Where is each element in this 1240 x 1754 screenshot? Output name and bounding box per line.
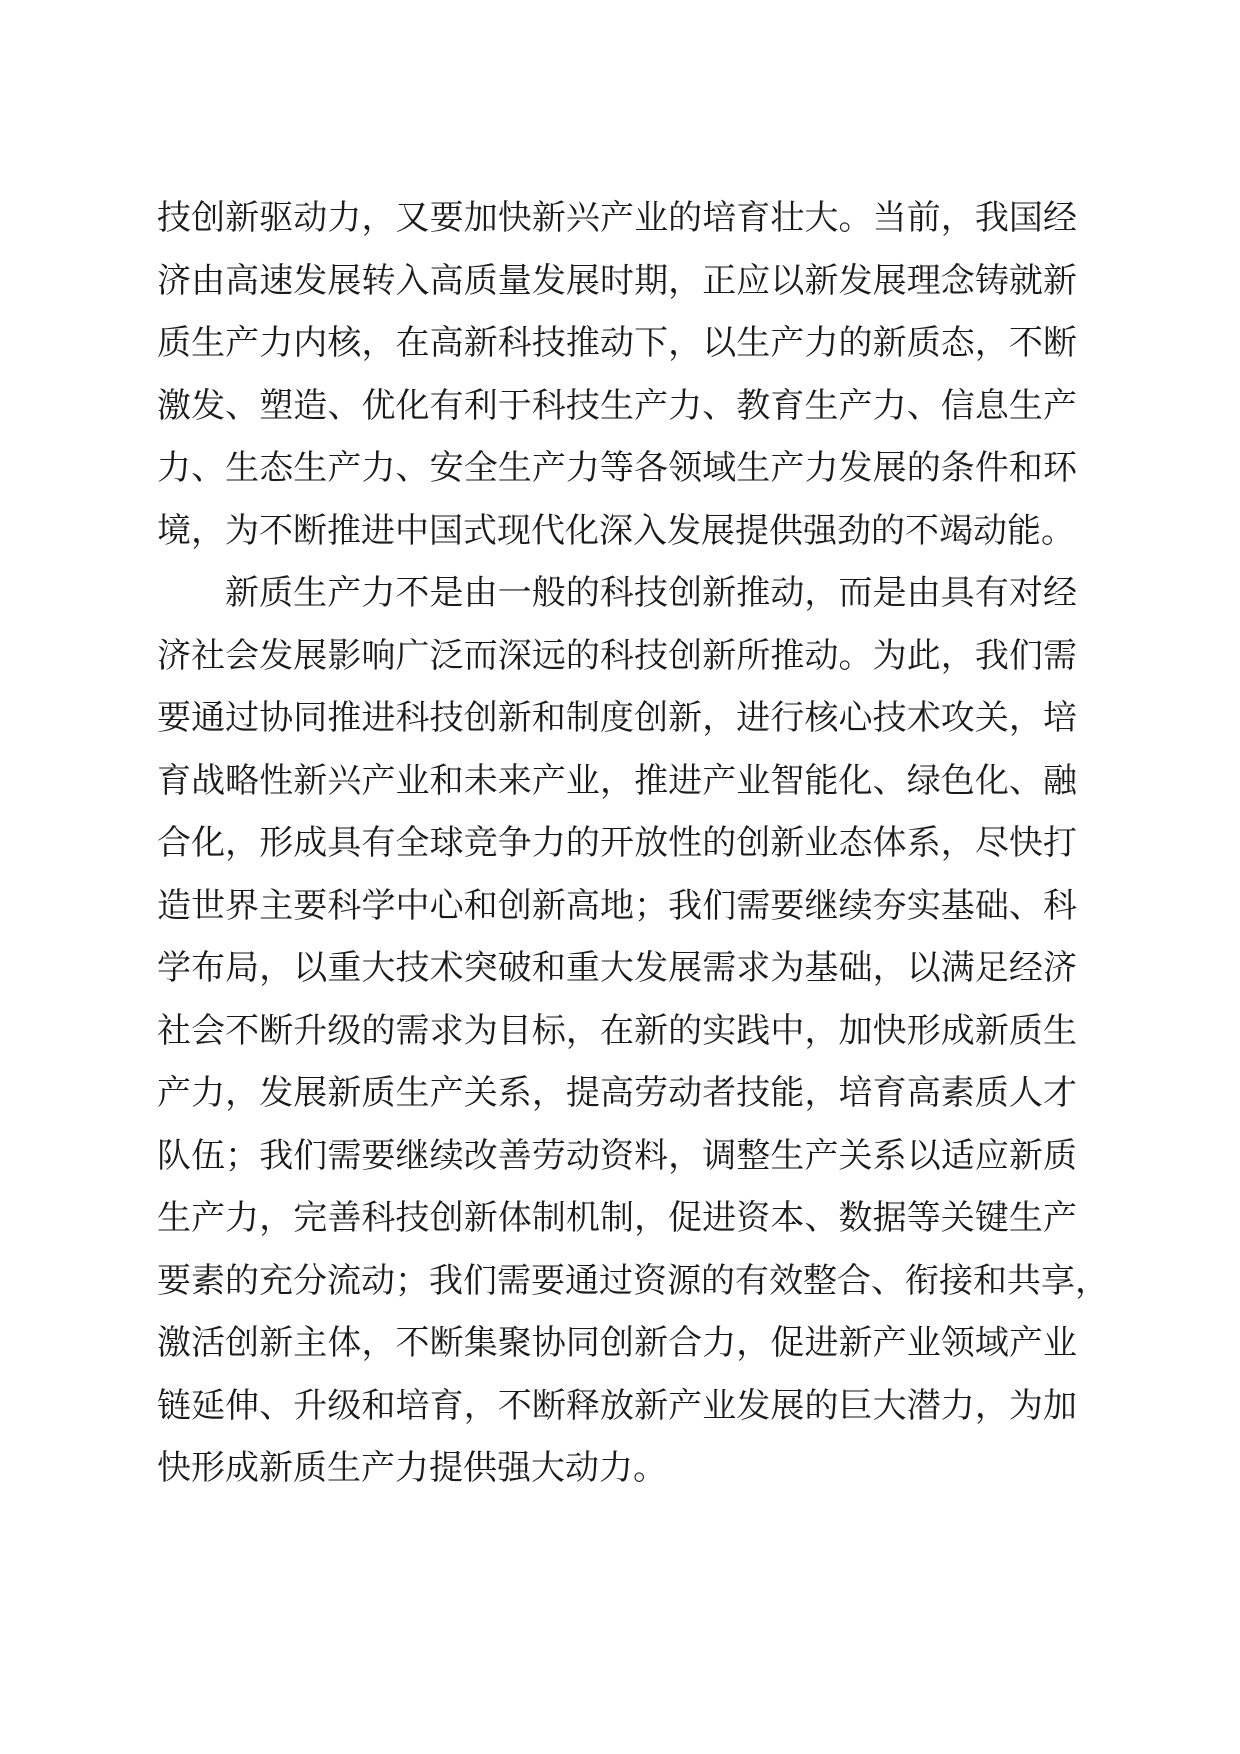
text-line: 合化，形成具有全球竞争力的开放性的创新业态体系，尽快打 [157,823,1077,863]
text-line: 要素的充分流动；我们需要通过资源的有效整合、衔接和共享， [157,1260,1109,1301]
text-line: 学布局，以重大技术突破和重大发展需求为基础，以满足经济 [157,948,1077,988]
text-line: 产力，发展新质生产关系，提高劳动者技能，培育高素质人才 [157,1073,1077,1113]
text-line: 育战略性新兴产业和未来产业，推进产业智能化、绿色化、融 [157,760,1077,801]
text-line: 要通过协同推进科技创新和制度创新，进行核心技术攻关，培 [157,698,1077,738]
text-line: 济由高速发展转入高质量发展时期，正应以新发展理念铸就新 [157,260,1077,301]
text-line: 链延伸、升级和培育，不断释放新产业发展的巨大潜力，为加 [157,1385,1077,1426]
text-line: 境，为不断推进中国式现代化深入发展提供强劲的不竭动能。 [157,510,1075,551]
paragraph-2 [157,562,1109,1500]
text-line: 济社会发展影响广泛而深远的科技创新所推动。为此，我们需 [157,635,1077,676]
text-line: 快形成新质生产力提供强大动力。 [157,1448,667,1488]
text-line: 队伍；我们需要继续改善劳动资料，调整生产关系以适应新质 [157,1135,1077,1176]
text-line: 社会不断升级的需求为目标，在新的实践中，加快形成新质生 [157,1010,1077,1051]
text-line: 力、生态生产力、安全生产力等各领域生产力发展的条件和环 [157,448,1077,488]
text-line: 新质生产力不是由一般的科技创新推动，而是由具有对经 [225,573,1077,613]
text-line: 质生产力内核，在高新科技推动下，以生产力的新质态，不断 [157,323,1077,363]
text-line: 激活创新主体，不断集聚协同创新合力，促进新产业领域产业 [157,1323,1077,1363]
text-line: 生产力，完善科技创新体制机制，促进资本、数据等关键生产 [157,1198,1077,1238]
text-line: 技创新驱动力，又要加快新兴产业的培育壮大。当前，我国经 [157,198,1077,238]
document-body [157,187,1109,1500]
text-line: 激发、塑造、优化有利于科技生产力、教育生产力、信息生产 [157,385,1077,426]
text-line: 造世界主要科学中心和创新高地；我们需要继续夯实基础、科 [157,885,1077,926]
paragraph-1 [157,187,1077,562]
